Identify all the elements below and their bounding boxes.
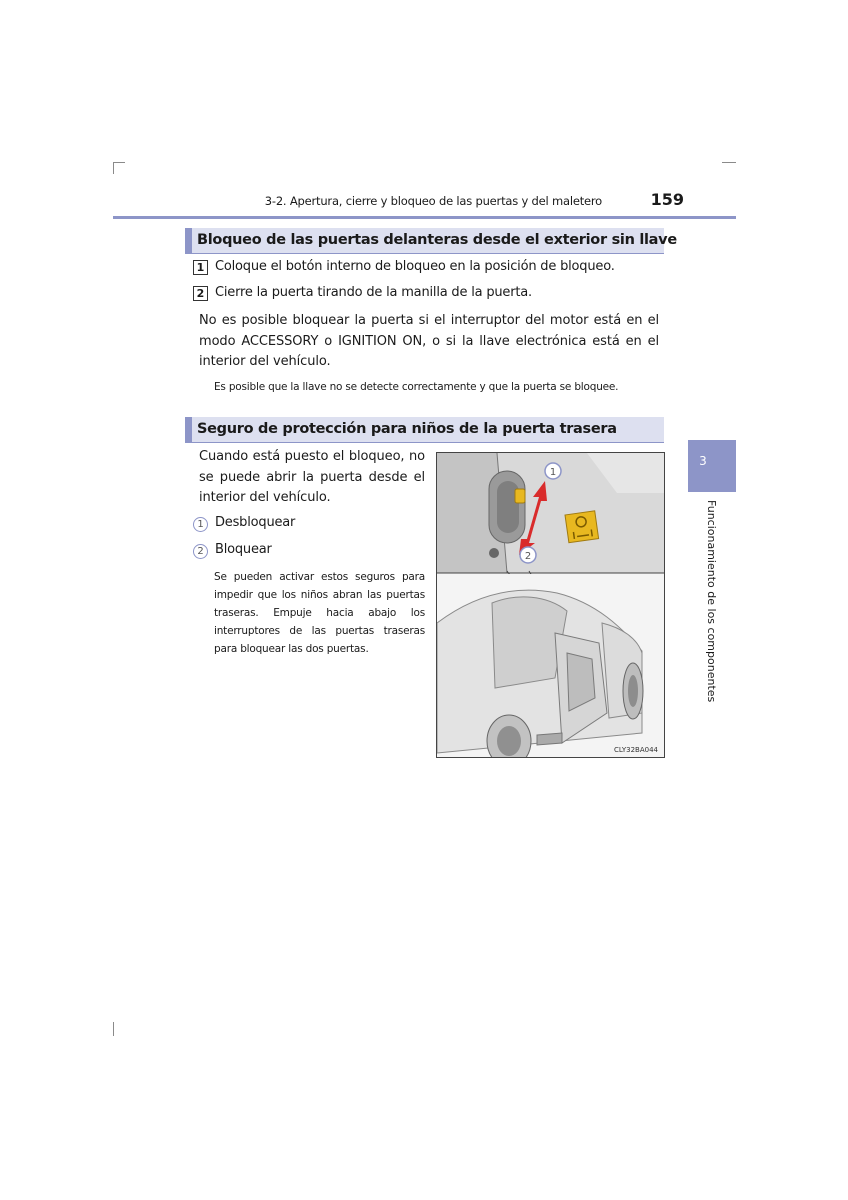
figure-code: CLY32BA044 [614, 746, 658, 754]
heading-accent-bar [185, 417, 192, 442]
crop-mark [722, 162, 736, 163]
callout-number: 2 [193, 544, 208, 559]
section-heading-child-lock [185, 417, 664, 443]
header-rule [113, 216, 736, 219]
step-number: 2 [193, 286, 208, 301]
section-heading-front-doors [185, 228, 677, 254]
heading-accent-bar [185, 228, 192, 253]
crop-mark [113, 1022, 114, 1036]
lock-lever [515, 489, 525, 503]
crop-mark [113, 162, 125, 163]
step-text: Cierre la puerta tirando de la manilla de la puerta. [215, 285, 532, 300]
figure-child-lock [436, 452, 665, 758]
chapter-number: 3 [699, 454, 707, 468]
running-header: 3-2. Apertura, cierre y bloqueo de las puertas y del maletero [264, 194, 602, 208]
paragraph: Cuando está puesto el bloqueo, no se puede abrir la puerta desde el interior del vehículo. [199, 449, 425, 505]
callout-number: 1 [193, 517, 208, 532]
section-heading-text: Bloqueo de las puertas delanteras desde el exterior sin llave [197, 232, 677, 248]
step-number: 1 [193, 260, 208, 275]
svg-text:1: 1 [549, 467, 557, 478]
chapter-title: Funcionamiento de los componentes [705, 500, 718, 703]
note: Se pueden activar estos seguros para impedir que los niños abran las puertas traseras. Empuje hacia abajo los interruptores de las puertas traseras para bloquear las dos puertas. [214, 571, 425, 655]
note: Es posible que la llave no se detecte correctamente y que la puerta se bloquee. [214, 381, 619, 393]
section-heading-text: Seguro de protección para niños de la puerta trasera [197, 421, 617, 437]
step-text: Coloque el botón interno de bloqueo en la posición de bloqueo. [215, 259, 615, 274]
item-text: Bloquear [215, 542, 272, 557]
item-text: Desbloquear [215, 515, 296, 530]
svg-text:2: 2 [524, 551, 532, 562]
crop-mark [113, 162, 114, 174]
figure-illustration [437, 453, 665, 758]
chapter-tab [688, 440, 736, 492]
page-number: 159 [650, 190, 684, 209]
paragraph: No es posible bloquear la puerta si el interruptor del motor está en el modo ACCESSORY o IGNITION ON, o si la llave electrónica está en el interior del vehículo. [199, 313, 659, 369]
